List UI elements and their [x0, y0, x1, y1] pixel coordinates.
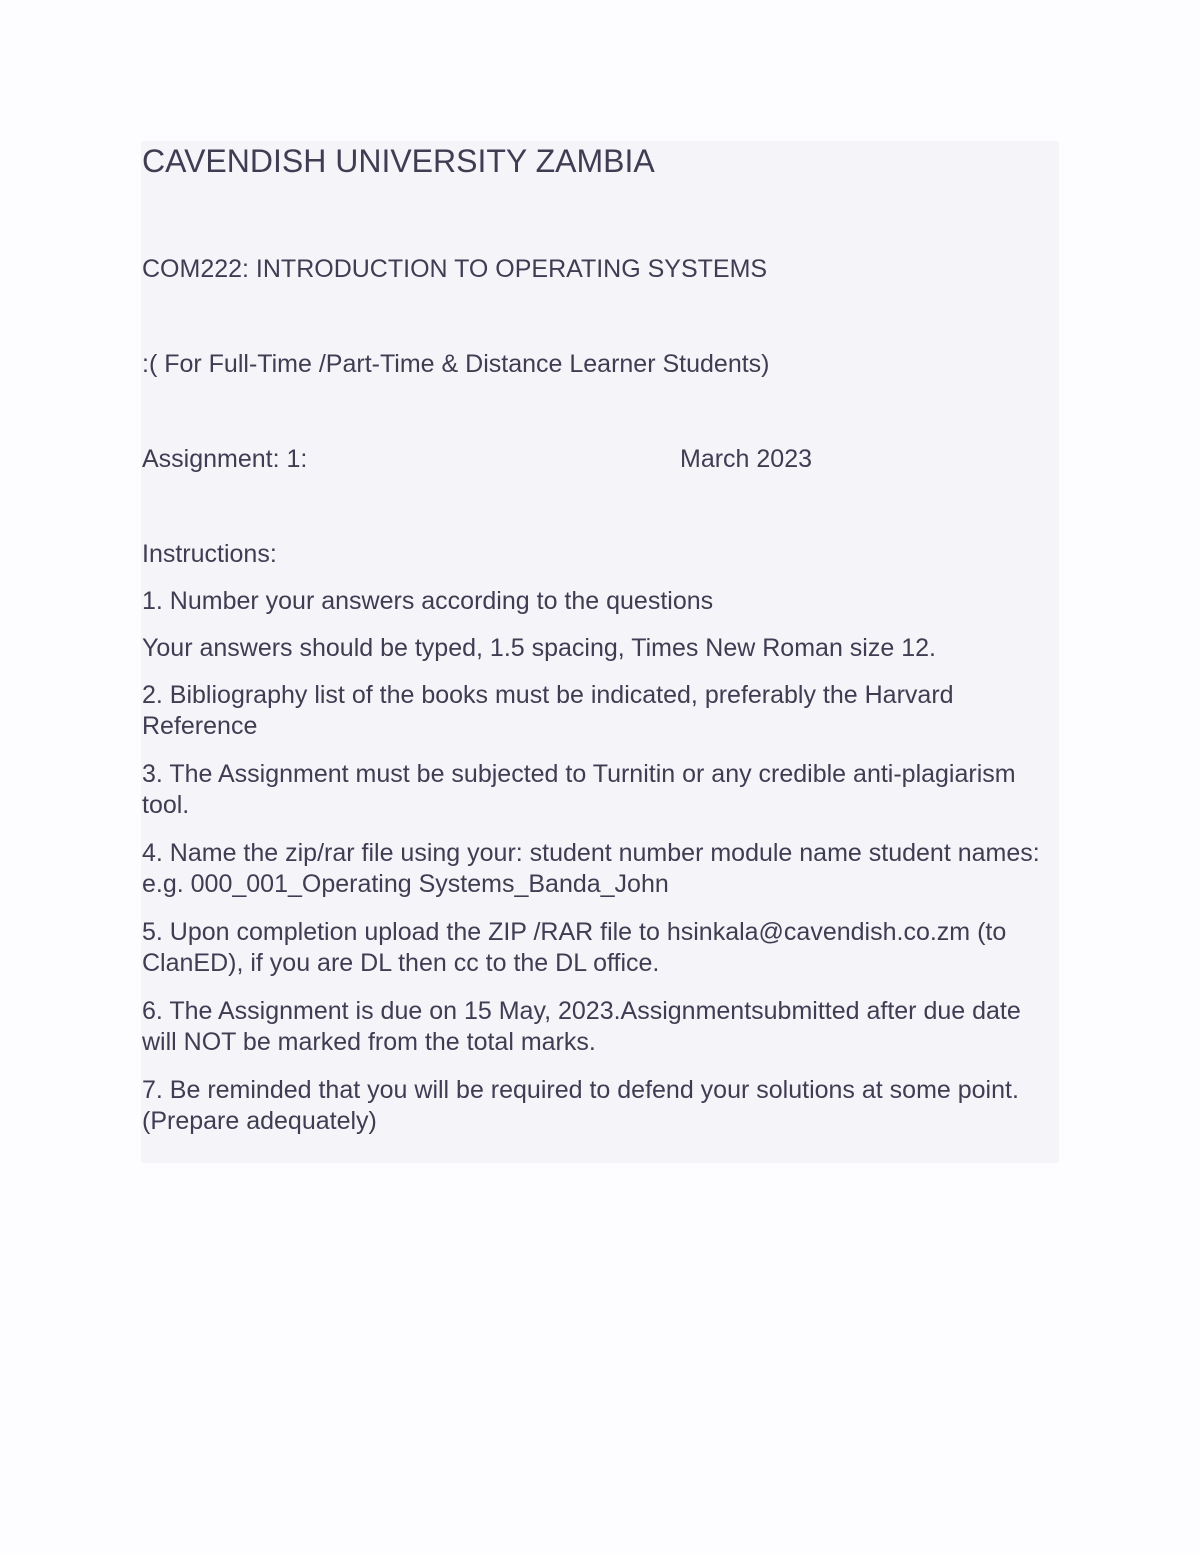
instruction-item: 4. Name the zip/rar file using your: student number module name student names: e.g. 000_001_Operating Systems_Banda_John	[142, 839, 1040, 898]
course-title: COM222: INTRODUCTION TO OPERATING SYSTEMS	[142, 255, 768, 283]
audience-note: :( For Full-Time /Part-Time & Distance Learner Students)	[142, 350, 770, 378]
assignment-label: Assignment: 1:	[142, 445, 308, 473]
instruction-item: 6. The Assignment is due on 15 May, 2023.Assignmentsubmitted after due date will NOT be marked from the total marks.	[142, 997, 1021, 1056]
instruction-item: 1. Number your answers according to the questions	[142, 587, 714, 615]
assignment-date: March 2023	[680, 445, 813, 473]
instructions-heading: Instructions:	[142, 540, 277, 568]
instruction-item: 3. The Assignment must be subjected to Turnitin or any credible anti-plagiarism tool.	[142, 760, 1016, 819]
instruction-item: 2. Bibliography list of the books must be indicated, preferably the Harvard Reference	[142, 681, 954, 740]
instruction-item: 7. Be reminded that you will be required to defend your solutions at some point. (Prepare adequately)	[142, 1076, 1019, 1135]
instruction-item: 5. Upon completion upload the ZIP /RAR file to hsinkala@cavendish.co.zm (to ClanED), if you are DL then cc to the DL office.	[142, 918, 1007, 977]
instruction-item: Your answers should be typed, 1.5 spacing, Times New Roman size 12.	[142, 634, 936, 662]
institution-title: CAVENDISH UNIVERSITY ZAMBIA	[142, 143, 655, 179]
